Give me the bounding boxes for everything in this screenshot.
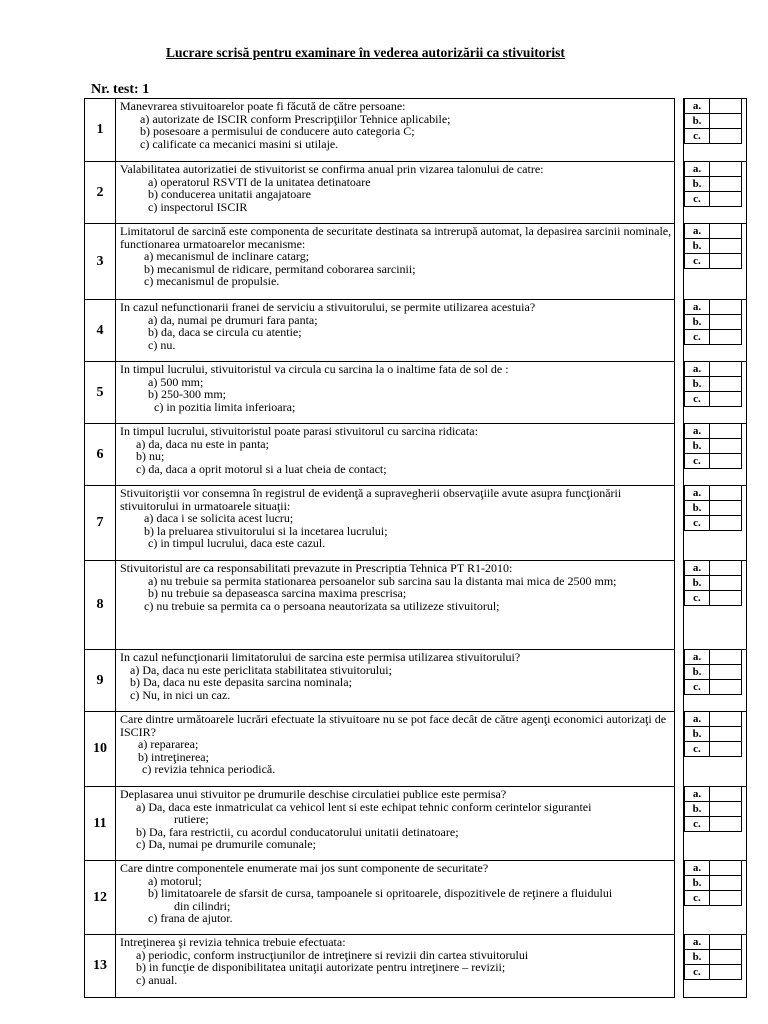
answer-field[interactable] [710, 590, 742, 606]
question-number: 2 [85, 162, 116, 224]
answer-field[interactable] [710, 575, 742, 591]
answer-label: a. [684, 485, 710, 501]
question-cell [116, 787, 675, 861]
answer-label: a. [684, 299, 710, 315]
answer-option: a) mecanismul de inclinare catarg; [144, 249, 310, 264]
question-text: Manevrarea stivuitoarelor poate fi făcută de către persoane: [120, 99, 406, 113]
answer-label: c. [684, 890, 710, 906]
question-cell [116, 935, 675, 998]
answer-field[interactable] [710, 238, 742, 254]
question-row [85, 162, 747, 224]
answer-grid [684, 561, 747, 650]
question-row [85, 935, 747, 998]
answer-option: b) da, daca se circula cu atentie; [148, 325, 302, 340]
question-cell [116, 712, 675, 787]
answer-option: b) mecanismul de ridicare, permitand coborarea sarcinii; [144, 261, 416, 276]
answer-option: a) nu trebuie sa permita stationarea persoanelor sub sarcina sau la distanta mai mica de 2500 mm; [148, 573, 617, 588]
answer-label: c. [684, 391, 710, 407]
question-text: Intreţinerea şi revizia tehnica trebuie efectuata: [120, 935, 346, 949]
answer-option: c) inspectorul ISCIR [148, 199, 248, 214]
answer-field[interactable] [710, 299, 742, 315]
answer-option: b) 250-300 mm; [148, 387, 226, 402]
answer-box [684, 162, 746, 207]
question-text: In timpul lucrului, stivuitoristul poate parasi stivuitorul cu sarcina ridicata: [120, 424, 478, 438]
answer-option: a) repararea; [138, 737, 199, 752]
answer-label: b. [684, 438, 710, 454]
answer-grid [684, 162, 747, 224]
answer-label: a. [684, 560, 710, 576]
answer-label: b. [684, 113, 710, 129]
answer-option: c) in pozitia limita inferioara; [154, 399, 296, 414]
answer-option: c) nu trebuie sa permita ca o persoana neautorizata sa utilizeze stivuitorul; [144, 598, 500, 613]
answer-box [684, 650, 746, 695]
answer-field[interactable] [710, 161, 742, 177]
answer-label: b. [684, 376, 710, 392]
answer-option: a) motorul; [148, 873, 202, 888]
answer-label: b. [684, 949, 710, 965]
answer-field[interactable] [710, 223, 742, 239]
question-text: Stivuitoriştii vor consemna în registrul de evidenţă a supravegherii observaţiile avute asupra funcţionării stivuitorului in urmatoarele situaţii: [120, 486, 622, 513]
answer-field[interactable] [710, 515, 742, 531]
answer-field[interactable] [710, 485, 742, 501]
answer-field[interactable] [710, 649, 742, 665]
question-number: 3 [85, 224, 116, 300]
question-number: 10 [85, 712, 116, 787]
answer-label: c. [684, 453, 710, 469]
answer-label: b. [684, 238, 710, 254]
answer-box [684, 224, 746, 269]
answer-grid [684, 224, 747, 300]
answer-label: a. [684, 423, 710, 439]
answer-option: c) Da, numai pe drumurile comunale; [136, 837, 316, 852]
answer-grid [684, 935, 747, 998]
cell-spacer [675, 362, 684, 424]
answer-grid [684, 300, 747, 362]
answer-field[interactable] [710, 741, 742, 757]
answer-field[interactable] [710, 786, 742, 802]
answer-field[interactable] [710, 860, 742, 876]
answer-option: a) periodic, conform instrucţiunilor de intreţinere si revizii din cartea stivuitorului [136, 947, 529, 962]
answer-option: b) la preluarea stivuitorului si la incetarea lucrului; [144, 523, 388, 538]
question-number: 8 [85, 561, 116, 650]
question-text: Deplasarea unui stivuitor pe drumurile deschise circulatiei publice este permisa? [120, 787, 507, 801]
answer-label: a. [684, 161, 710, 177]
cell-spacer [675, 712, 684, 787]
answer-option: b) limitatoarele de sfarsit de cursa, tampoanele si opritoarele, dispozitivele de reţinere a fluidului [148, 886, 613, 901]
answer-field[interactable] [710, 453, 742, 469]
answer-label: c. [684, 816, 710, 832]
answer-label: b. [684, 314, 710, 330]
answer-option: a) operatorul RSVTI de la unitatea detinatoare [148, 174, 371, 189]
answer-grid [684, 424, 747, 486]
answer-field[interactable] [710, 816, 742, 832]
cell-spacer [675, 224, 684, 300]
question-cell [116, 561, 675, 650]
answer-label: c. [684, 191, 710, 207]
answer-option: c) anual. [136, 972, 178, 987]
answer-option: b) intreţinerea; [138, 749, 209, 764]
answer-label: a. [684, 223, 710, 239]
answer-box [684, 712, 746, 757]
answer-grid [684, 861, 747, 935]
question-cell [116, 861, 675, 935]
question-text: In timpul lucrului, stivuitoristul va circula cu sarcina la o inaltime fata de sol de : [120, 362, 509, 376]
question-row [85, 99, 747, 162]
answer-option: c) da, daca a oprit motorul si a luat cheia de contact; [136, 461, 387, 476]
answer-field[interactable] [710, 875, 742, 891]
question-number: 4 [85, 300, 116, 362]
question-text: Care dintre următoarele lucrări efectuate la stivuitoare nu se pot face decât de către agenţi economici autorizaţi de ISCIR? [120, 712, 667, 739]
answer-option: b) Da, daca nu este depasita sarcina nominala; [130, 675, 352, 690]
answer-option: a) da, numai pe drumuri fara panta; [148, 312, 318, 327]
answer-field[interactable] [710, 934, 742, 950]
answer-label: a. [684, 649, 710, 665]
answer-field[interactable] [710, 726, 742, 742]
question-number: 12 [85, 861, 116, 935]
question-number: 6 [85, 424, 116, 486]
answer-box [684, 486, 746, 531]
question-number: 1 [85, 99, 116, 162]
answer-field[interactable] [710, 949, 742, 965]
answer-field[interactable] [710, 711, 742, 727]
answer-label: c. [684, 679, 710, 695]
answer-grid [684, 650, 747, 712]
cell-spacer [675, 861, 684, 935]
answer-option: b) Da, fara restrictii, cu acordul conducatorului unitatii detinatoare; [136, 824, 459, 839]
answer-label: b. [684, 664, 710, 680]
question-cell [116, 300, 675, 362]
answer-grid [684, 362, 747, 424]
question-text: Valabilitatea autorizatiei de stivuitorist se confirma anual prin vizarea talonului de catre: [120, 162, 544, 176]
answer-field[interactable] [710, 664, 742, 680]
questions-table [84, 98, 747, 998]
question-row [85, 787, 747, 861]
cell-spacer [675, 300, 684, 362]
answer-field[interactable] [710, 376, 742, 392]
question-text: Stivuitoristul are ca responsabilitati prevazute in Prescriptia Tehnica PT R1-2010: [120, 561, 513, 575]
question-row [85, 486, 747, 561]
answer-option: b) conducerea unitatii angajatoare [148, 187, 311, 202]
answer-field[interactable] [710, 113, 742, 129]
question-row [85, 650, 747, 712]
answer-option: b) nu trebuie sa depaseasca sarcina maxima prescrisa; [148, 586, 407, 601]
answer-field[interactable] [710, 391, 742, 407]
answer-field[interactable] [710, 98, 742, 114]
answer-label: b. [684, 801, 710, 817]
answer-option: c) mecanismul de propulsie. [144, 274, 280, 289]
answer-label: a. [684, 934, 710, 950]
question-text: In cazul nefunctionarii franei de serviciu a stivuitorului, se permite utilizarea acestuia? [120, 300, 536, 314]
question-row [85, 712, 747, 787]
answer-label: c. [684, 329, 710, 345]
cell-spacer [675, 424, 684, 486]
answer-label: a. [684, 711, 710, 727]
question-row [85, 300, 747, 362]
question-cell [116, 362, 675, 424]
question-cell [116, 486, 675, 561]
answer-option: b) in funcţie de disponibilitatea unitaţii autorizate pentru intreţinere – revizii; [136, 960, 506, 975]
answer-field[interactable] [710, 890, 742, 906]
answer-grid [684, 99, 747, 162]
answer-label: c. [684, 128, 710, 144]
question-cell [116, 162, 675, 224]
question-number: 11 [85, 787, 116, 861]
answer-label: a. [684, 860, 710, 876]
answer-field[interactable] [710, 438, 742, 454]
answer-label: a. [684, 786, 710, 802]
answer-label: c. [684, 964, 710, 980]
answer-label: b. [684, 726, 710, 742]
answer-field[interactable] [710, 128, 742, 144]
question-cell [116, 224, 675, 300]
answer-box [684, 300, 746, 345]
answer-grid [684, 787, 747, 861]
question-cell [116, 424, 675, 486]
answer-option: c) revizia tehnica periodică. [142, 762, 276, 777]
answer-grid [684, 712, 747, 787]
answer-label: c. [684, 741, 710, 757]
answer-field[interactable] [710, 801, 742, 817]
question-row [85, 424, 747, 486]
answer-option: a) da, daca nu este in panta; [136, 436, 269, 451]
answer-box [684, 935, 746, 980]
answer-option: c) Nu, in nici un caz. [130, 687, 231, 702]
answer-option: a) Da, daca nu este periclitata stabilitatea stivuitorului; [130, 662, 392, 677]
question-row [85, 861, 747, 935]
page-title: Lucrare scrisă pentru examinare în vederea autorizării ca stivuitorist [166, 45, 565, 60]
answer-label: b. [684, 176, 710, 192]
answer-field[interactable] [710, 423, 742, 439]
answer-field[interactable] [710, 191, 742, 207]
answer-box [684, 424, 746, 469]
question-row [85, 362, 747, 424]
answer-option: c) in timpul lucrului, daca este cazul. [148, 536, 326, 551]
answer-box [684, 362, 746, 407]
answer-field[interactable] [710, 176, 742, 192]
answer-box [684, 787, 746, 832]
answer-field[interactable] [710, 500, 742, 516]
cell-spacer [675, 935, 684, 998]
answer-field[interactable] [710, 361, 742, 377]
answer-option: a) daca i se solicita acest lucru; [144, 511, 294, 526]
answer-option: c) frana de ajutor. [148, 911, 233, 926]
answer-option: rutiere; [174, 812, 209, 827]
question-cell [116, 650, 675, 712]
answer-field[interactable] [710, 314, 742, 330]
answer-option: b) posesoare a permisului de conducere auto categoria C; [140, 124, 415, 139]
cell-spacer [675, 561, 684, 650]
answer-label: a. [684, 361, 710, 377]
answer-field[interactable] [710, 679, 742, 695]
cell-spacer [675, 99, 684, 162]
answer-label: b. [684, 500, 710, 516]
answer-option: a) autorizate de ISCIR conform Prescripţiilor Tehnice aplicabile; [140, 111, 451, 126]
cell-spacer [675, 787, 684, 861]
answer-field[interactable] [710, 560, 742, 576]
answer-option: a) Da, daca este inmatriculat ca vehicol lent si este echipat tehnic conform cerintelor sigurantei [136, 799, 592, 814]
question-number: 9 [85, 650, 116, 712]
cell-spacer [675, 650, 684, 712]
question-text: Care dintre componentele enumerate mai jos sunt componente de securitate? [120, 861, 489, 875]
answer-box [684, 861, 746, 906]
question-number: 13 [85, 935, 116, 998]
answer-field[interactable] [710, 253, 742, 269]
answer-field[interactable] [710, 329, 742, 345]
answer-label: b. [684, 575, 710, 591]
answer-label: a. [684, 98, 710, 114]
answer-option: b) nu; [136, 449, 165, 464]
answer-grid [684, 486, 747, 561]
answer-box [684, 561, 746, 606]
question-row [85, 561, 747, 650]
answer-option: a) 500 mm; [148, 374, 204, 389]
test-number: Nr. test: 1 [91, 82, 150, 97]
answer-field[interactable] [710, 964, 742, 980]
cell-spacer [675, 162, 684, 224]
question-row [85, 224, 747, 300]
question-cell [116, 99, 675, 162]
answer-label: c. [684, 253, 710, 269]
question-number: 5 [85, 362, 116, 424]
answer-label: c. [684, 590, 710, 606]
answer-label: b. [684, 875, 710, 891]
question-text: Limitatorul de sarcină este componenta de securitate destinata sa intrerupă automat, la depasirea sarcinii nominale, functionarea urmatoarelor mecanisme: [120, 224, 672, 251]
answer-box [684, 99, 746, 144]
answer-option: c) calificate ca mecanici masini si utilaje. [140, 136, 339, 151]
answer-option: din cilindri; [174, 898, 231, 913]
answer-option: c) nu. [148, 337, 176, 352]
answer-label: c. [684, 515, 710, 531]
question-number: 7 [85, 486, 116, 561]
question-text: In cazul nefuncţionarii limitatorului de sarcina este permisa utilizarea stivuitorului? [120, 650, 521, 664]
cell-spacer [675, 486, 684, 561]
